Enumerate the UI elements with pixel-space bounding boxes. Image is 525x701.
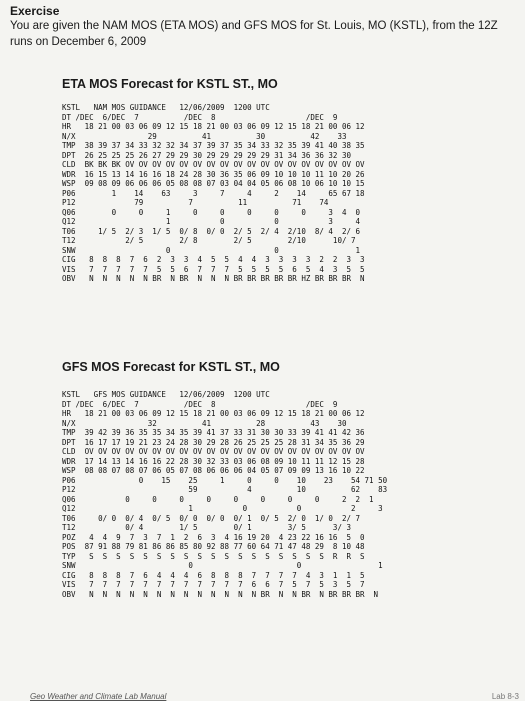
gfs-section-title: GFS MOS Forecast for KSTL ST., MO [62, 360, 280, 374]
eta-row: VIS 7 7 7 7 7 5 5 6 7 7 7 5 5 5 5 6 5 4 3 5 5 [62, 264, 365, 274]
eta-row: OBV N N N N N BR N BR N N N BR BR BR BR BR HZ BR BR BR N [62, 274, 365, 283]
eta-row: WDR 16 15 13 14 16 16 18 24 28 30 36 35 06 09 10 10 10 11 10 20 26 [62, 169, 365, 179]
eta-row: T06 1/ 5 2/ 3 1/ 5 0/ 8 0/ 0 2/ 5 2/ 4 2/10 8/ 4 2/ 6 [62, 226, 361, 236]
gfs-row: N/X 32 41 28 43 30 [62, 418, 347, 428]
eta-row: CIG 8 8 8 7 6 2 3 3 4 5 5 4 4 3 3 3 3 2 2 3 3 [62, 255, 365, 264]
gfs-row: OBV N N N N N N N N N N N N N BR N N BR N BR BR BR N [62, 589, 379, 599]
footer-manual-title: Geo Weather and Climate Lab Manual [30, 692, 167, 701]
eta-section-title: ETA MOS Forecast for KSTL ST., MO [62, 77, 278, 91]
gfs-row: T12 0/ 4 1/ 5 0/ 1 3/ 5 3/ 3 [62, 523, 351, 532]
footer-page-number: Lab 8-3 [491, 692, 519, 701]
eta-row: DPT 26 25 25 25 26 27 29 29 30 29 29 29 29 29 31 34 36 36 32 30 [62, 150, 351, 160]
gfs-row: T06 0/ 0 0/ 4 0/ 5 0/ 0 0/ 0 0/ 1 0/ 5 2/ 0 1/ 0 2/ 7 [62, 513, 361, 523]
gfs-row: SNW 0 0 1 [62, 561, 383, 570]
eta-row: WSP 09 08 09 06 06 06 05 08 08 07 03 04 04 05 06 08 10 06 10 10 15 [62, 179, 365, 188]
eta-row: SNW 0 0 1 [62, 245, 361, 255]
eta-row: HR 18 21 00 03 06 09 12 15 18 21 00 03 06 09 12 15 18 21 00 06 12 [62, 122, 365, 131]
gfs-row: Q12 1 0 0 2 3 [62, 504, 383, 513]
eta-row: P12 79 7 11 71 74 [62, 198, 329, 207]
eta-row: TMP 38 39 37 34 33 32 32 34 37 39 37 35 34 33 32 35 39 41 40 38 35 [62, 141, 365, 150]
gfs-row: VIS 7 7 7 7 7 7 7 7 7 7 7 7 6 6 7 5 7 5 3 5 7 [62, 580, 365, 589]
eta-row: KSTL NAM MOS GUIDANCE 12/06/2009 1200 UTC [62, 103, 270, 112]
gfs-row: P06 0 15 25 1 0 0 10 23 54 71 50 [62, 475, 388, 485]
eta-row: DT /DEC 6/DEC 7 /DEC 8 /DEC 9 [62, 112, 338, 122]
gfs-row: WDR 17 14 13 14 16 16 22 28 30 32 33 03 06 08 09 10 11 11 12 15 28 [62, 456, 365, 466]
eta-row: P06 1 14 63 3 7 4 2 14 65 67 18 [62, 188, 365, 198]
gfs-row: POS 87 91 88 79 81 86 86 85 80 92 88 77 60 64 71 47 48 29 8 10 48 [62, 542, 365, 551]
gfs-row: KSTL GFS MOS GUIDANCE 12/06/2009 1200 UTC [62, 390, 270, 399]
eta-row: Q06 0 0 1 0 0 0 0 0 3 4 0 [62, 207, 361, 217]
gfs-row: DPT 16 17 17 19 21 23 24 28 30 29 28 26 25 25 25 28 31 34 35 36 29 [62, 437, 365, 447]
gfs-row: TMP 39 42 39 36 35 35 34 35 39 41 37 33 31 30 30 33 39 41 41 42 36 [62, 428, 365, 437]
gfs-row: CLD OV OV OV OV OV OV OV OV OV OV OV OV OV OV OV OV OV OV OV OV OV [62, 447, 365, 456]
gfs-row: Q06 0 0 0 0 0 0 0 0 2 2 1 [62, 494, 374, 504]
eta-row: N/X 29 41 30 42 33 [62, 131, 347, 141]
gfs-row: POZ 4 4 9 7 3 7 1 2 6 3 4 16 19 20 4 23 22 16 16 5 0 [62, 532, 365, 542]
eta-row: Q12 1 0 0 3 4 [62, 217, 361, 226]
exercise-intro: You are given the NAM MOS (ETA MOS) and GFS MOS for St. Louis, MO (KSTL), from the 12Z runs on December 6, 2009 [10, 20, 498, 48]
eta-row: CLD BK BK BK OV OV OV OV OV OV OV OV OV OV OV OV OV OV OV OV OV OV [62, 160, 365, 169]
gfs-row: P12 59 4 10 62 83 [62, 485, 388, 494]
gfs-row: CIG 8 8 8 7 6 4 4 4 6 8 8 8 7 7 7 7 4 3 1 1 5 [62, 570, 365, 580]
gfs-row: WSP 08 08 07 08 07 06 05 07 08 06 06 06 04 05 07 09 09 13 16 10 22 [62, 466, 365, 475]
eta-row: T12 2/ 5 2/ 8 2/ 5 2/10 10/ 7 [62, 236, 356, 245]
gfs-row: HR 18 21 00 03 06 09 12 15 18 21 00 03 06 09 12 15 18 21 00 06 12 [62, 409, 365, 418]
gfs-mos-table [62, 390, 518, 599]
gfs-row: TYP S S S S S S S S S S S S S S S S S S R R S [62, 551, 365, 561]
gfs-row: DT /DEC 6/DEC 7 /DEC 8 /DEC 9 [62, 399, 338, 409]
exercise-title: Exercise [10, 4, 60, 18]
eta-mos-table [62, 103, 518, 284]
